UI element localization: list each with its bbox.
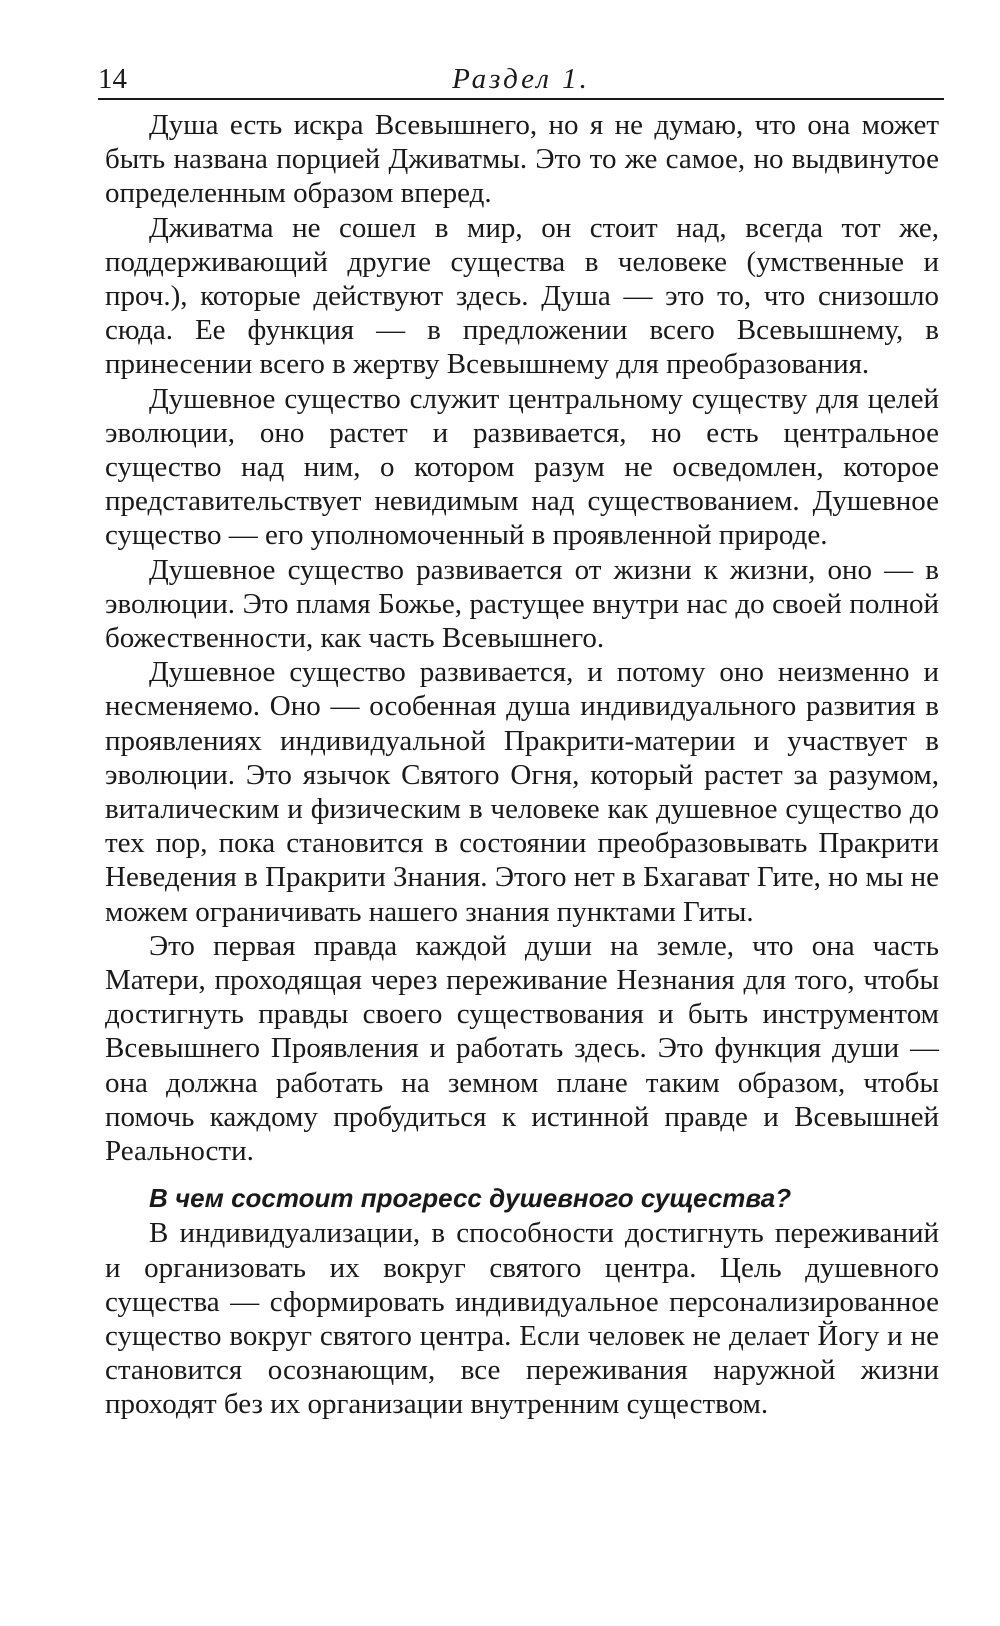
paragraph: Душевное существо развивается, и потому оно неизменно и несменяемо. Оно — особенная душа индивидуального развития в проявлениях индивидуальной Пракрити-материи и участвует в эволюции. Это язычок Святого Огня, который растет за разумом, виталическим и физическим в человеке как душевное существо до тех пор, пока становится в состоянии преобразовывать Пракрити Неведения в Пракрити Знания. Этого нет в Бхагават Гите, но мы не можем ограничивать нашего знания пунктами Гиты. — [105, 656, 939, 928]
paragraph: Душевное существо служит центральному существу для целей эволюции, оно растет и развивается, но есть центральное существо над ним, о котором разум не осведомлен, которое представительствует невидимым над существованием. Душевное существо — его уполномоченный в проявленной природе. — [105, 382, 939, 552]
paragraph: Это первая правда каждой души на земле, что она часть Матери, проходящая через переживание Незнания для того, чтобы достигнуть правды своего существования и быть инструментом Всевышнего Проявления и работать здесь. Это функция души — она должна работать на земном плане таким образом, чтобы помочь каждому пробудиться к истинной правде и Всевышней Реальности. — [105, 929, 939, 1168]
page-header — [98, 58, 944, 100]
page-number: 14 — [98, 63, 127, 95]
body-text — [105, 108, 939, 1422]
paragraph: Душевное существо развивается от жизни к жизни, оно — в эволюции. Это пламя Божье, растущее внутри нас до своей полной божественности, как часть Всевышнего. — [105, 553, 939, 655]
paragraph: Дживатма не сошел в мир, он стоит над, всегда тот же, поддерживающий другие существа в человеке (умственные и проч.), которые действуют здесь. Душа — это то, что снизошло сюда. Ее функция — в предложении всего Всевышнему, в принесении всего в жертву Всевышнему для преобразования. — [105, 211, 939, 381]
section-answer: В индивидуализации, в способности достигнуть переживаний и организовать их вокруг святого центра. Цель душевного существа — сформировать индивидуальное персонализированное существо вокруг святого центра. Если человек не делает Йогу и не становится осознающим, все переживания наружной жизни проходят без их организации внутренним существом. — [105, 1217, 939, 1421]
paragraph: Душа есть искра Всевышнего, но я не думаю, что она может быть названа порцией Дживатмы. Это то же самое, но выдвинутое определенным образом вперед. — [105, 109, 939, 210]
running-head: Раздел 1. — [452, 63, 590, 95]
section-question: В чем состоит прогресс душевного существа? — [149, 1183, 792, 1214]
